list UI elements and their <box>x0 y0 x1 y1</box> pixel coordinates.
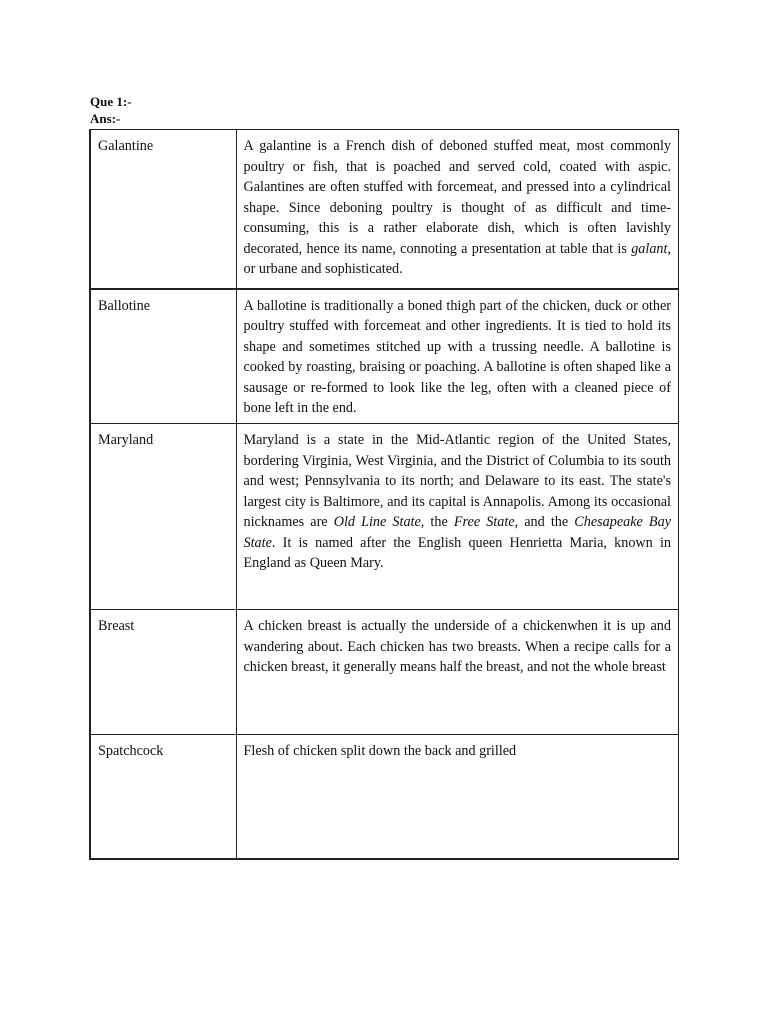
definition-cell <box>236 289 679 424</box>
term-cell: Spatchcock <box>90 735 236 859</box>
definition-text: . It is named after the English queen Henrietta Maria, known in England as Queen Mary. <box>243 534 671 571</box>
definition-text: , or urbane and sophisticated. <box>243 240 671 277</box>
definition-text: Flesh of chicken split down the back and grilled <box>243 743 517 759</box>
definitions-table <box>89 129 679 860</box>
definition-text: , and the <box>514 514 575 530</box>
term-cell: Galantine <box>90 130 236 289</box>
term-cell: Ballotine <box>90 289 236 424</box>
definition-cell <box>236 130 679 289</box>
table-row <box>90 289 679 424</box>
definition-text-italic: Chesapeake Bay State <box>243 514 671 551</box>
definition-text: A galantine is a French dish of deboned stuffed meat, most commonly poultry or fish, that is poached and served cold, coated with aspic. Galantines are often stuffed with forcemeat, and pressed into a cylindrical shape. Since deboning poultry is thought of as difficult and time-consuming, this is a rather elaborate dish, which is often lavishly decorated, hence its name, connoting a presentation at table that is <box>243 138 671 257</box>
definition-cell <box>236 735 679 859</box>
definition-text-italic: Old Line State <box>333 514 421 530</box>
table-row <box>90 424 679 610</box>
term-cell: Breast <box>90 610 236 735</box>
definition-cell <box>236 424 679 610</box>
term-cell: Maryland <box>90 424 236 610</box>
answer-label: Ans:- <box>90 111 121 126</box>
question-label: Que 1:- <box>90 94 132 109</box>
table-row <box>90 735 679 859</box>
definition-text: A chicken breast is actually the underside of a chickenwhen it is up and wandering about. Each chicken has two breasts. When a recipe calls for a chicken breast, it generally means half the breast, and not the whole breast <box>243 618 671 675</box>
definition-text-italic: Free State <box>453 514 515 530</box>
definition-text: , the <box>420 514 454 530</box>
definition-text-italic: galant <box>631 240 668 257</box>
table-row <box>90 610 679 735</box>
table-row <box>90 130 679 289</box>
definition-text: A ballotine is traditionally a boned thigh part of the chicken, duck or other poultry stuffed with forcemeat and other ingredients. It is tied to hold its shape and sometimes stitched up with a trussing needle. A ballotine is cooked by roasting, braising or poaching. A ballotine is often shaped like a sausage or re-formed to look like the leg, often with a cleaned piece of bone left in the end. <box>243 297 671 416</box>
definition-text: Maryland is a state in the Mid-Atlantic region of the United States, bordering Virginia, West Virginia, and the District of Columbia to its south and west; Pennsylvania to its north; and Delaware to its east. The state's largest city is Baltimore, and its capital is Annapolis. Among its occasional nicknames are <box>243 432 671 530</box>
definition-cell <box>236 610 679 735</box>
